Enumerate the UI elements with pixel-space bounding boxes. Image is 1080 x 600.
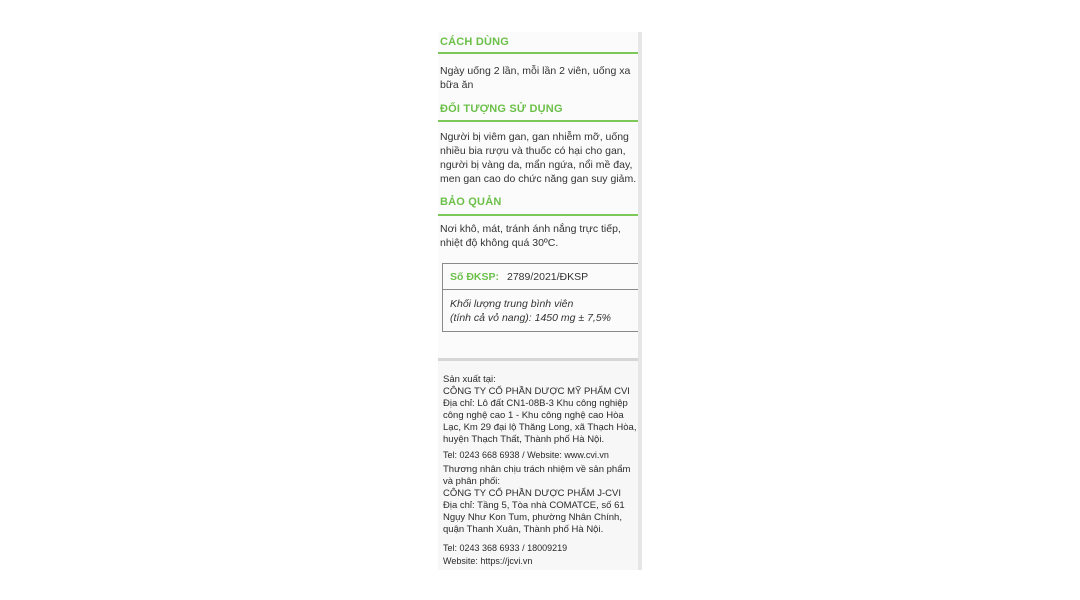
target-users-line-4: men gan cao do chức năng gan suy giảm.	[440, 173, 637, 185]
manufacturer-contact: Tel: 0243 668 6938 / Website: www.cvi.vn	[443, 450, 609, 460]
usage-text-line-2: bữa ăn	[440, 79, 474, 91]
manufacturer-address-line-4: huyện Thạch Thất, Thành phố Hà Nội.	[443, 434, 605, 445]
usage-text-line-1: Ngày uống 2 lần, mỗi lần 2 viên, uống xa	[440, 65, 631, 77]
usage-info-section	[438, 32, 642, 360]
manufacturer-address-line-1: Địa chỉ: Lô đất CN1-08B-3 Khu công nghiệp	[443, 398, 628, 409]
distributor-intro-line-1: Thương nhân chịu trách nhiệm về sản phẩm	[443, 464, 631, 475]
target-users-line-1: Người bị viêm gan, gan nhiễm mỡ, uống	[440, 131, 629, 143]
storage-line-1: Nơi khô, mát, tránh ánh nắng trực tiếp,	[440, 223, 621, 235]
distributor-intro-line-2: và phân phối:	[443, 476, 501, 487]
manufacturer-company: CÔNG TY CỔ PHẦN DƯỢC MỸ PHẨM CVI	[443, 386, 630, 397]
distributor-address-line-3: quận Thanh Xuân, Thành phố Hà Nội.	[443, 524, 604, 535]
distributor-tel: Tel: 0243 368 6933 / 18009219	[443, 543, 568, 553]
usage-heading: CÁCH DÙNG	[440, 36, 510, 48]
target-users-line-3: người bị vàng da, mẩn ngứa, nổi mề đay,	[440, 159, 633, 171]
distributor-address-line-1: Địa chỉ: Tầng 5, Tòa nhà COMATCE, số 61	[443, 500, 625, 511]
registration-label: Số ĐKSP:	[450, 271, 500, 283]
registration-row	[443, 264, 638, 290]
storage-heading: BẢO QUẢN	[440, 196, 502, 208]
registration-box	[442, 263, 639, 332]
distributor-website: Website: https://jcvi.vn	[443, 556, 533, 566]
target-users-line-2: nhiều bia rượu và thuốc có hại cho gan,	[440, 145, 626, 157]
usage-heading-rule	[438, 52, 640, 54]
distributor-address-line-2: Ngụy Như Kon Tum, phường Nhân Chính,	[443, 512, 622, 523]
capsule-weight-line-2: (tính cả vỏ nang): 1450 mg ± 7,5%	[450, 312, 612, 324]
storage-line-2: nhiệt độ không quá 30ºC.	[440, 237, 559, 249]
registration-number: 2789/2021/ĐKSP	[507, 271, 589, 283]
panel-edge-shadow	[638, 32, 642, 570]
manufacturer-address-line-3: Lạc, Km 29 đại lộ Thăng Long, xã Thạch Hòa,	[443, 422, 637, 433]
storage-heading-rule	[438, 214, 640, 216]
manufacturer-address-line-2: công nghệ cao 1 - Khu công nghệ cao Hòa	[443, 410, 624, 421]
target-users-heading-rule	[438, 120, 640, 122]
distributor-company: CÔNG TY CỔ PHẦN DƯỢC PHẨM J-CVI	[443, 488, 621, 499]
target-users-heading: ĐỐI TƯỢNG SỬ DỤNG	[440, 103, 563, 115]
product-label-panel	[438, 32, 642, 570]
manufacturer-intro: Sản xuất tại:	[443, 374, 496, 385]
capsule-weight-line-1: Khối lượng trung bình viên	[450, 298, 574, 310]
